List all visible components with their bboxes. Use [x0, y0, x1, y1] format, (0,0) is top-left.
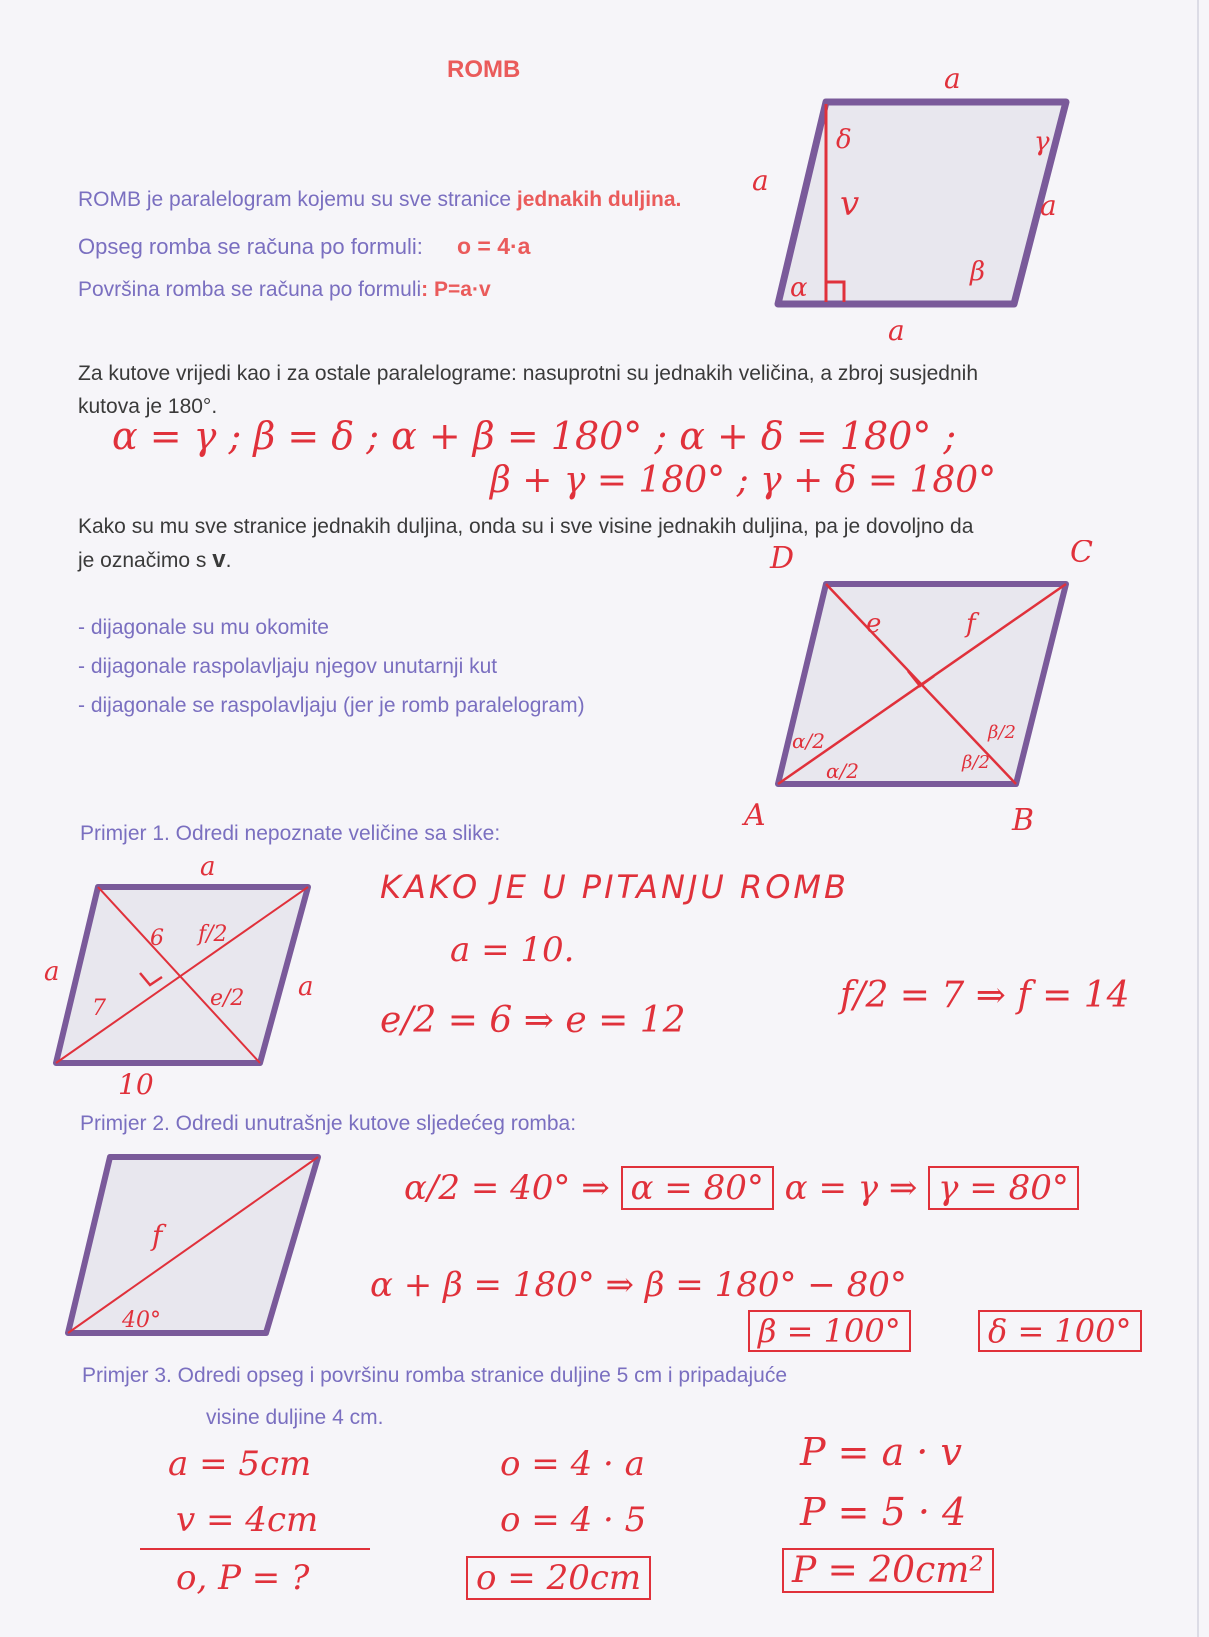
- label-side-top: a: [944, 62, 961, 95]
- area-substituted: P = 5 · 4: [800, 1490, 967, 1534]
- label-alpha-half-upper: α/2: [792, 729, 825, 753]
- label-e: e: [866, 609, 882, 639]
- label-side-right: a: [1040, 189, 1057, 222]
- diagonal-property-3: - dijagonale se raspolavljaju (jer je romb paralelogram): [78, 694, 585, 717]
- angles-hand-line1: α = γ ; β = δ ; α + β = 180° ; α + δ = 180° ;: [112, 414, 957, 458]
- example3-heading-line1: Primjer 3. Odredi opseg i površinu romba stranice duljine 5 cm i pripadajuće: [82, 1364, 787, 1387]
- example2-heading: Primjer 2. Odredi unutrašnje kutove sljedećeg romba:: [80, 1112, 577, 1135]
- given-side: a = 5cm: [168, 1444, 312, 1484]
- area-line: [78, 278, 491, 302]
- perimeter-result-box: o = 20cm: [466, 1556, 651, 1600]
- example2-box-gamma: γ = 80°: [928, 1166, 1079, 1210]
- vertex-D: D: [770, 541, 795, 576]
- label-side-bottom: a: [888, 314, 905, 347]
- perimeter-text: Opseg romba se računa po formuli:: [78, 234, 423, 259]
- label-side-left: a: [752, 164, 769, 197]
- example2-hand-line2: α + β = 180° ⇒ β = 180° − 80°: [370, 1265, 907, 1305]
- angles-text: Za kutove vrijedi kao i za ostale paralelograme: nasuprotni su jednakih veličina, a zbroj susjednih kutova je 180°.: [78, 362, 978, 418]
- label-height: v: [840, 184, 860, 224]
- label-ten: 10: [118, 1068, 154, 1101]
- example3-heading-line2: visine duljine 4 cm.: [206, 1406, 384, 1429]
- example1-hand-line1: KAKO JE U PITANJU ROMB: [380, 868, 849, 906]
- area-text: Površina romba se računa po formuli: [78, 278, 422, 301]
- given-unknown: o, P = ?: [176, 1558, 310, 1598]
- label-gamma: γ: [1034, 127, 1050, 157]
- example1-hand-e: e/2 = 6 ⇒ e = 12: [380, 1000, 686, 1041]
- rhombus-height-figure: [740, 60, 1080, 360]
- heights-symbol: v: [212, 546, 226, 573]
- label-seven: 7: [92, 996, 106, 1021]
- label-alpha-half-lower: α/2: [826, 759, 859, 783]
- label-angle: 40°: [122, 1308, 161, 1333]
- label-beta-half-lower: β/2: [962, 752, 990, 773]
- vertex-B: B: [1012, 803, 1035, 838]
- example2-half-alpha: α/2 = 40° ⇒: [404, 1168, 610, 1208]
- perimeter-formula-hand: o = 4 · a: [500, 1444, 645, 1484]
- diagonal-property-1: - dijagonale su mu okomite: [78, 616, 329, 639]
- area-result-box: P = 20cm²: [782, 1548, 994, 1593]
- perimeter-formula: o = 4·a: [456, 233, 531, 259]
- given-height: v = 4cm: [176, 1500, 319, 1540]
- area-formula: : P=a·v: [421, 278, 491, 301]
- diagonal-property-2: - dijagonale raspolavljaju njegov unutarnji kut: [78, 655, 498, 678]
- definition-line: [78, 188, 681, 212]
- label-a-top: a: [200, 852, 216, 882]
- perimeter-line: [78, 233, 530, 260]
- label-beta: β: [970, 257, 986, 287]
- example1-figure: [40, 845, 330, 1085]
- page-edge: [1197, 0, 1199, 1637]
- vertex-C: C: [1070, 540, 1093, 570]
- page-title: ROMB: [447, 56, 521, 83]
- label-beta-half-upper: β/2: [988, 722, 1016, 743]
- definition-prefix: ROMB je paralelogram kojemu su sve stranice: [78, 188, 512, 211]
- perimeter-substituted: o = 4 · 5: [500, 1500, 647, 1540]
- vertex-A: A: [744, 798, 766, 833]
- example1-heading: Primjer 1. Odredi nepoznate veličine sa slike:: [80, 822, 501, 845]
- example2-figure: [60, 1145, 330, 1345]
- label-alpha: α: [790, 273, 808, 303]
- definition-highlight: jednakih duljina.: [516, 188, 682, 211]
- label-f: f: [966, 609, 976, 639]
- label-six: 6: [150, 926, 164, 951]
- label-a-right: a: [298, 972, 314, 1002]
- label-f-half: f/2: [198, 922, 228, 947]
- rhombus-diagonals-figure: [740, 540, 1100, 840]
- rhombus-outline: [778, 102, 1066, 304]
- given-underline: [140, 1548, 370, 1550]
- area-formula-hand: P = a · v: [800, 1430, 962, 1474]
- example1-hand-f: f/2 = 7 ⇒ f = 14: [840, 975, 1130, 1016]
- example2-box-beta: β = 100°: [748, 1310, 911, 1352]
- heights-text-after: .: [225, 549, 232, 572]
- label-f: f: [152, 1219, 163, 1252]
- example1-hand-line2: a = 10.: [450, 930, 575, 970]
- example2-alpha-gamma: α = γ ⇒: [784, 1168, 918, 1208]
- label-e-half: e/2: [210, 986, 245, 1011]
- example2-box-alpha: α = 80°: [621, 1166, 774, 1210]
- angles-hand-line2: β + γ = 180° ; γ + δ = 180°: [490, 460, 997, 501]
- example2-hand-line1: [404, 1168, 1079, 1208]
- heights-text-before: Kako su mu sve stranice jednakih duljina, onda su i sve visine jednakih duljina, pa je dovoljno da je označimo s: [78, 515, 974, 572]
- label-a-left: a: [44, 957, 60, 987]
- example2-box-delta: δ = 100°: [978, 1310, 1142, 1352]
- label-delta: δ: [836, 125, 852, 155]
